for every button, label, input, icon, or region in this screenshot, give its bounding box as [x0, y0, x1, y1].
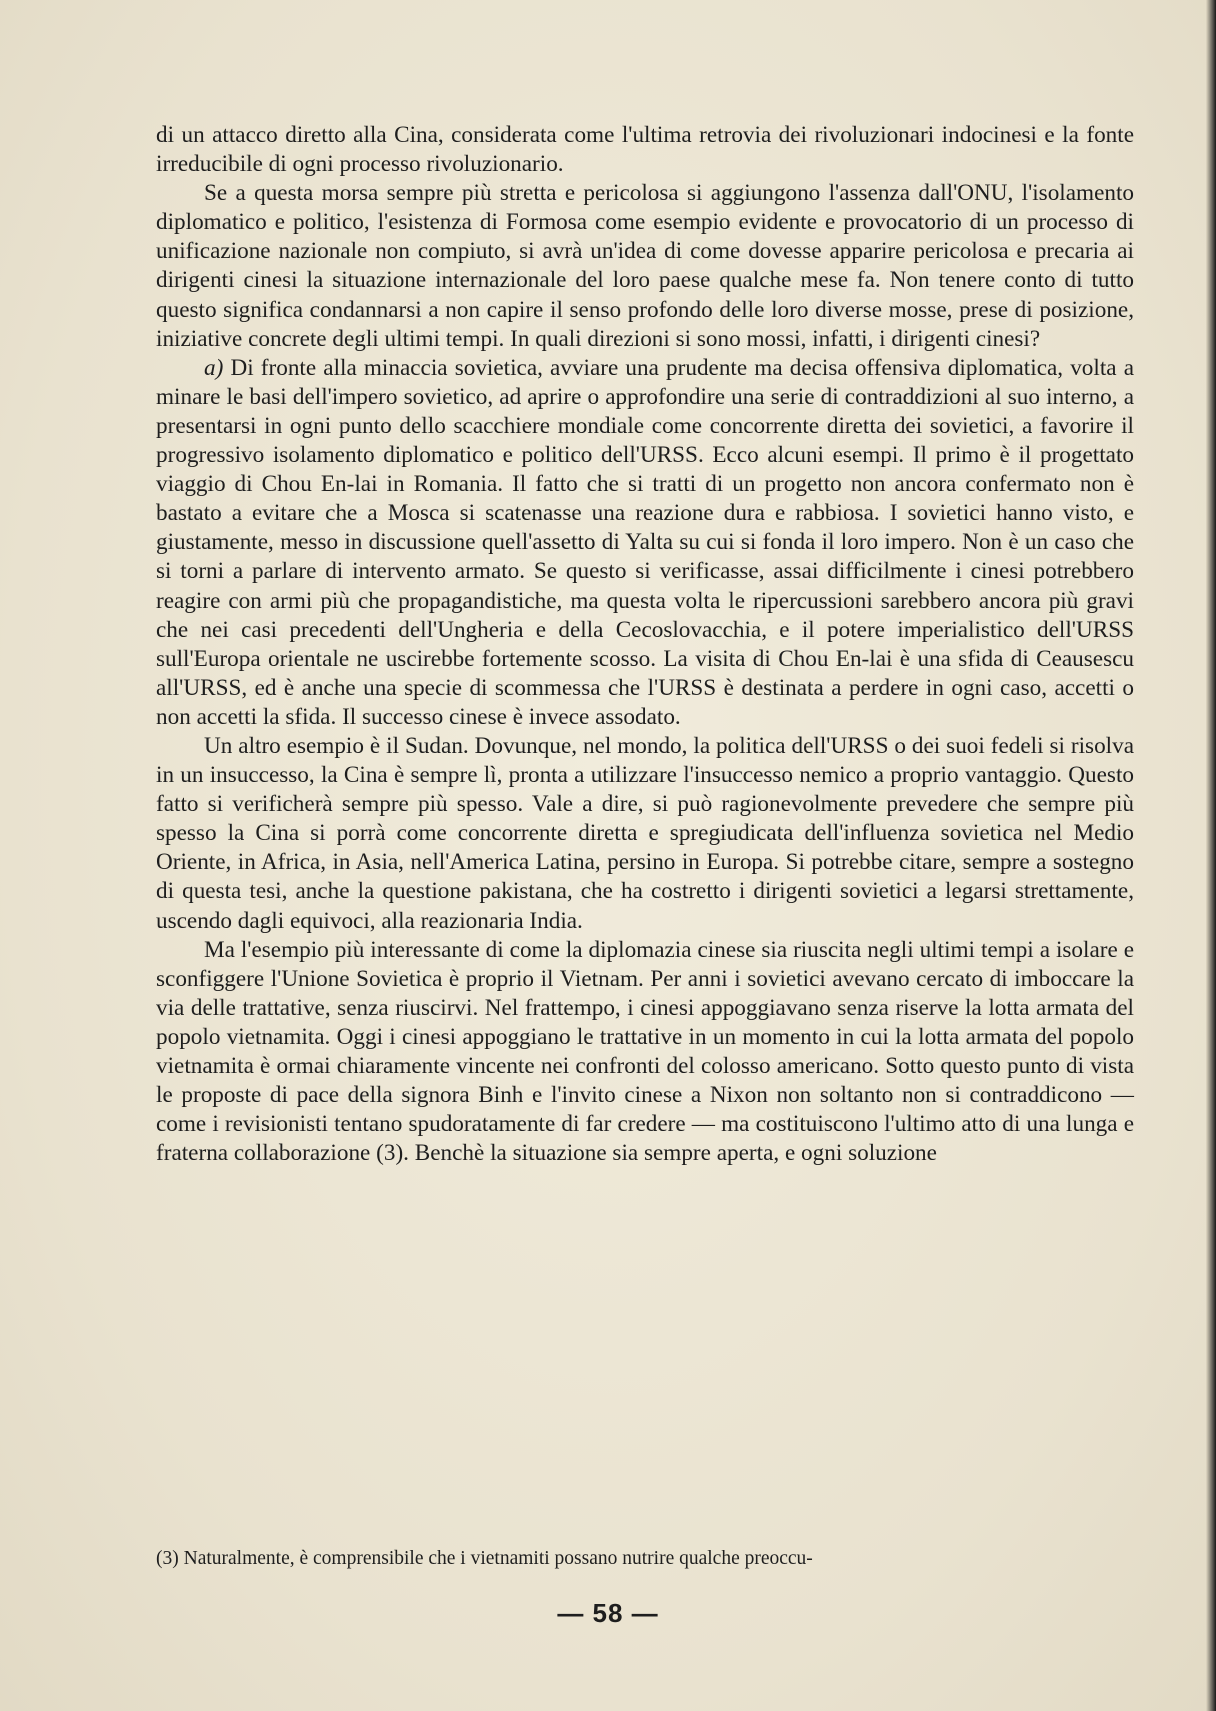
list-label-a: a) [204, 354, 224, 381]
paragraph-5: Ma l'esempio più interessante di come la diplomazia cinese sia riuscita negli ultimi tempi a isolare e sconfiggere l'Unione Sovietica è proprio il Vietnam. Per anni i sovietici avevano cercato di imboccare la via delle trattative, senza riuscirvi. Nel frattempo, i cinesi appoggiavano senza riserve la lotta armata del popolo vietnamita. Oggi i cinesi appoggiano le trattative in un momento in cui la lotta armata del popolo vietnamita è ormai chiaramente vincente nei confronti del colosso americano. Sotto questo punto di vista le proposte di pace della signora Binh e l'invito cinese a Nixon non soltanto non si contraddicono — come i revisionisti tentano spudoratamente di far credere — ma costituiscono l'ultimo atto di una lunga e fraterna collaborazione (3). Benchè la situazione sia sempre aperta, e ogni soluzione [156, 936, 1134, 1167]
paragraph-1: di un attacco diretto alla Cina, considerata come l'ultima retrovia dei rivoluzionari indocinesi e la fonte irreducibile di ogni processo rivoluzionario. [156, 122, 1134, 178]
paragraph-4: Un altro esempio è il Sudan. Dovunque, nel mondo, la politica dell'URSS o dei suoi fedeli si risolva in un insuccesso, la Cina è sempre lì, pronta a utilizzare l'insuccesso nemico a proprio vantaggio. Questo fatto si verificherà sempre più spesso. Vale a dire, si può ragionevolmente prevedere che sempre più spesso la Cina si porrà come concorrente diretta e spregiudicata dell'influenza sovietica nel Medio Oriente, in Africa, in Asia, nell'America Latina, persino in Europa. Si potrebbe citare, sempre a sostegno di questa tesi, anche la questione pakistana, che ha costretto i dirigenti sovietici a legarsi strettamente, uscendo dagli equivoci, alla reazionaria India. [156, 732, 1134, 934]
body-text [156, 121, 1134, 1168]
paragraph-3-text: Di fronte alla minaccia sovietica, avviare una prudente ma decisa offensiva diplomatica, volta a minare le basi dell'impero sovietico, ad aprire o approfondire una serie di contraddizioni al suo interno, a presentarsi in ogni punto dello scacchiere mondiale come concorrente diretta dei sovietici, a favorire il progressivo isolamento diplomatico e politico dell'URSS. Ecco alcuni esempi. Il primo è il progettato viaggio di Chou En-lai in Romania. Il fatto che si tratti di un progetto non ancora confermato non è bastato a evitare che a Mosca si scatenasse una reazione dura e rabbiosa. I sovietici hanno visto, e giustamente, messo in discussione quell'assetto di Yalta su cui si fonda il loro impero. Non è un caso che si torni a parlare di intervento armato. Se questo si verificasse, assai difficilmente i cinesi potrebbero reagire con armi più che propagandistiche, ma questa volta le ripercussioni sarebbero ancora più gravi che nei casi precedenti dell'Ungheria e della Cecoslovacchia, e il potere imperialistico dell'URSS sull'Europa orientale ne uscirebbe fortemente scosso. La visita di Chou En-lai è una sfida di Ceausescu all'URSS, ed è anche una specie di scommessa che l'URSS è destinata a perdere in ogni caso, accetti o non accetti la sfida. Il successo cinese è invece assodato. [156, 354, 1134, 730]
paragraph-2: Se a questa morsa sempre più stretta e pericolosa si aggiungono l'assenza dall'ONU, l'isolamento diplomatico e politico, l'esistenza di Formosa come esempio evidente e provocatorio di un processo di unificazione nazionale non compiuto, si avrà un'idea di come dovesse apparire pericolosa e precaria ai dirigenti cinesi la situazione internazionale del loro paese qualche mese fa. Non tenere conto di tutto questo significa condannarsi a non capire il senso profondo delle loro diverse mosse, prese di posizione, iniziative concrete degli ultimi tempi. In quali direzioni si sono mossi, infatti, i dirigenti cinesi? [156, 180, 1134, 352]
paragraph-3 [156, 354, 1134, 732]
page-number: — 58 — [557, 1598, 659, 1628]
footnote-number: (3) [156, 1548, 179, 1569]
footnote [156, 1546, 1134, 1572]
footnote-text: Naturalmente, è comprensibile che i vietnamiti possano nutrire qualche preoccu- [183, 1548, 813, 1569]
page-edge-shadow [1206, 0, 1216, 1711]
